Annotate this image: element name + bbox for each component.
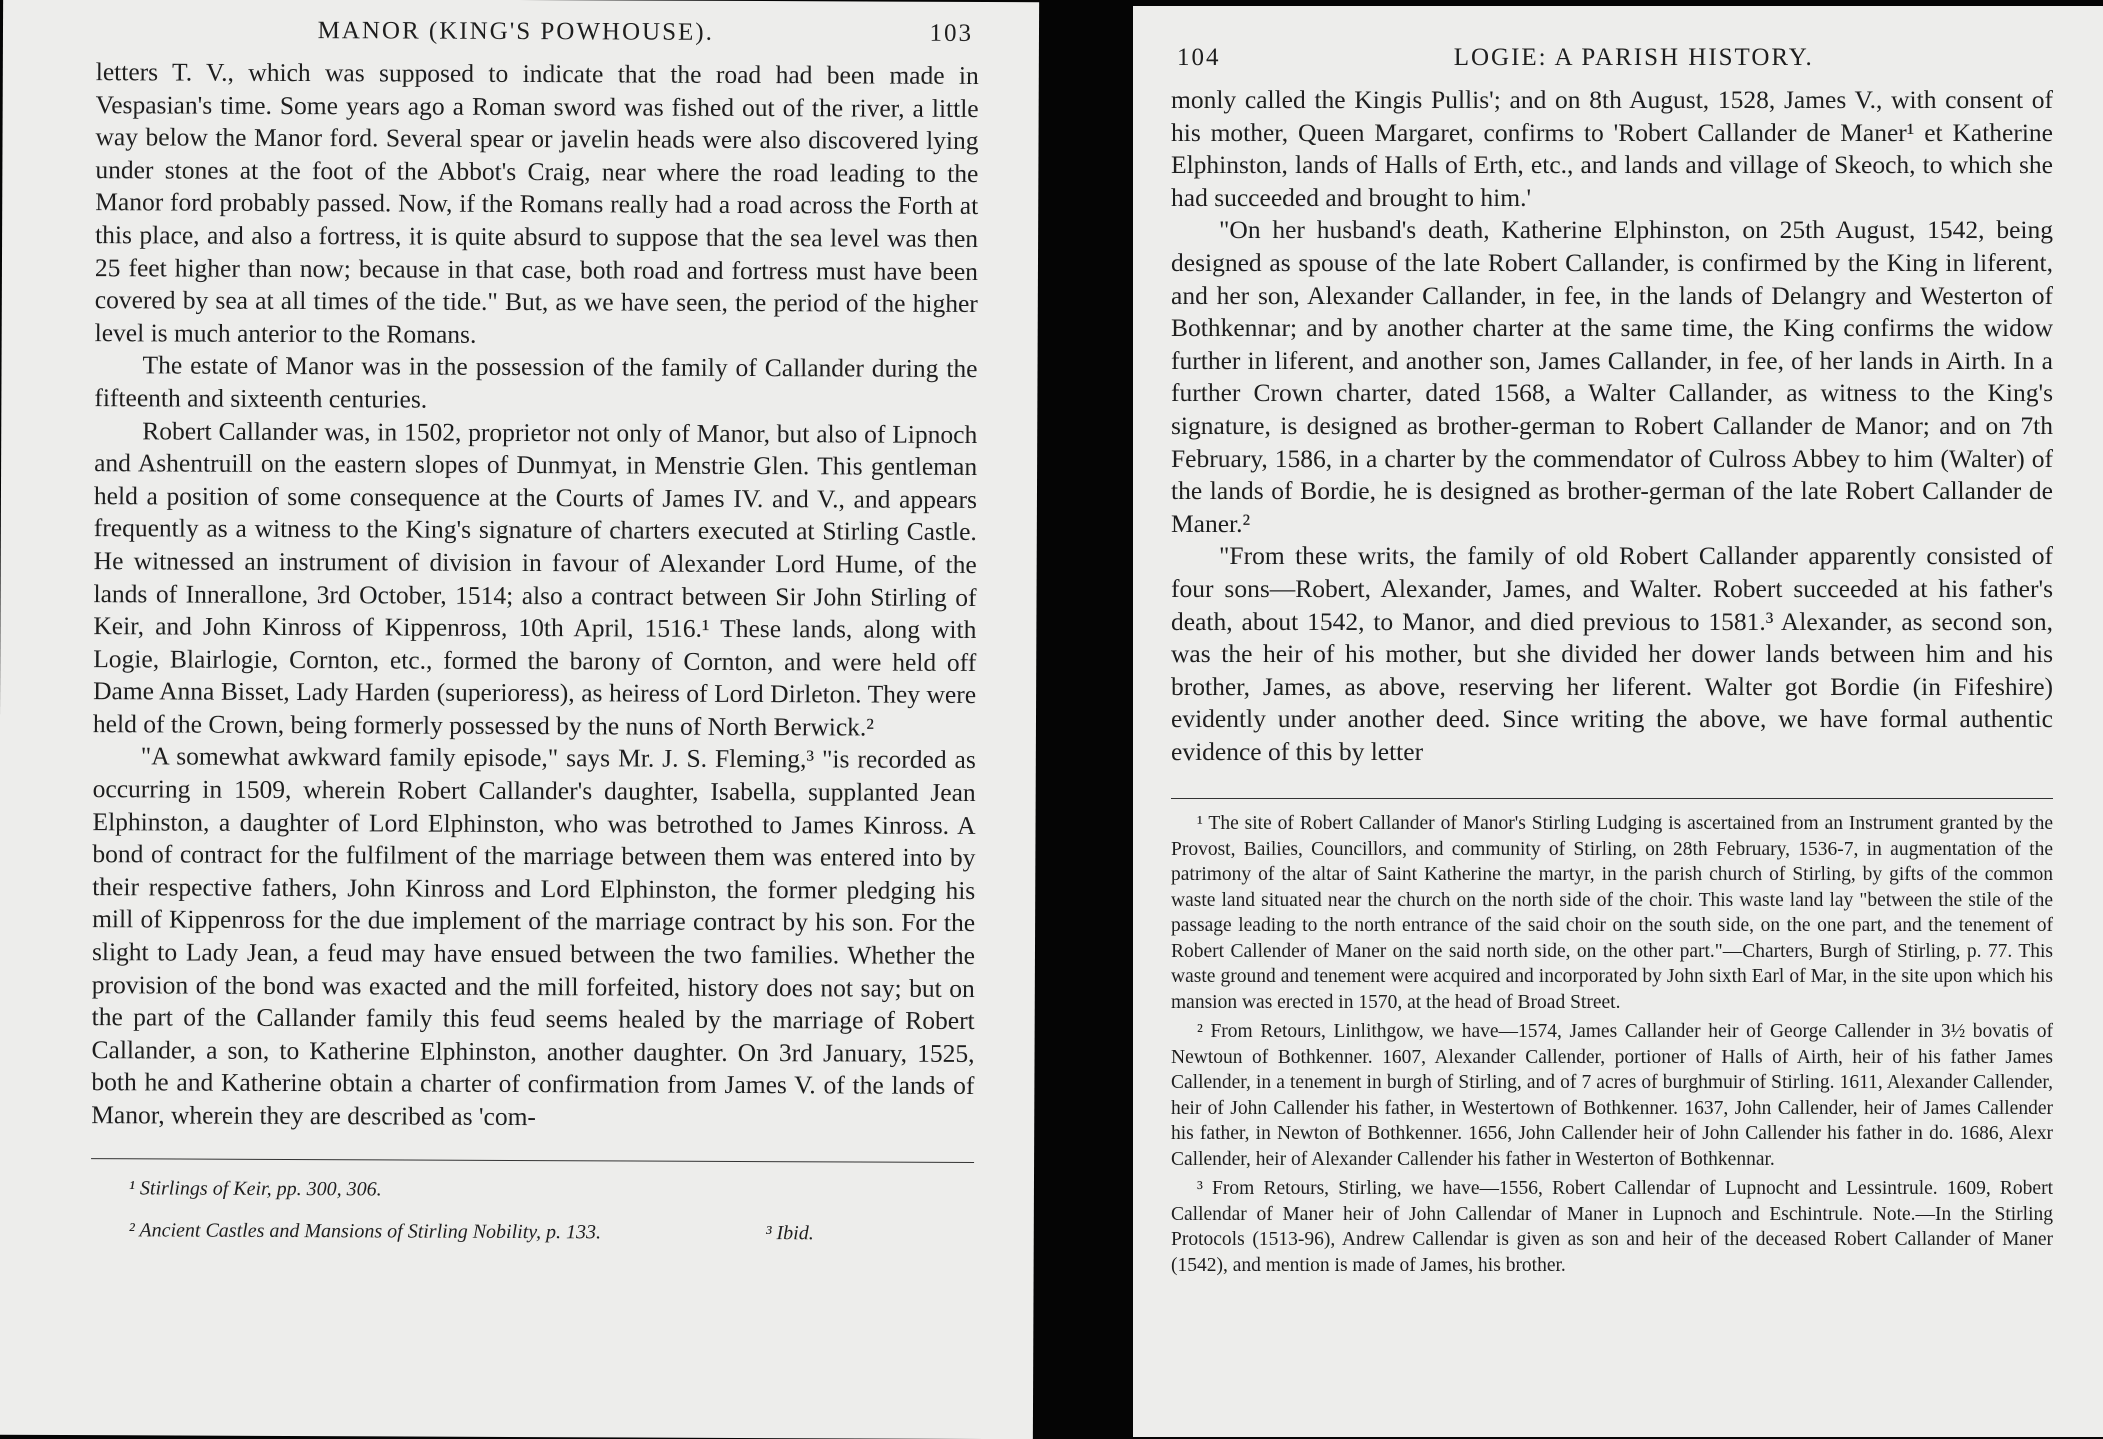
footnote: ³ From Retours, Stirling, we have—1556, Robert Callendar of Lupnocht and Lessintrule. 1609, Robert Callendar of Maner heir of John Callendar of Maner in Lupnoch and Eschintrule. Note.—In the Stirling Protocols (1513-96), Andrew Callendar is given as son and heir of the deceased Robert Callander of Maner (1542), and mention is made of James, his brother. [1171, 1178, 2053, 1276]
footnote-divider [1171, 798, 2053, 799]
footnote: ³ Ibid. [765, 1221, 814, 1244]
page-number: 104 [1177, 44, 1221, 71]
running-head-title: LOGIE: A PARISH HISTORY. [1453, 44, 1814, 71]
running-head [1171, 44, 2053, 72]
paragraph: "On her husband's death, Katherine Elphinston, on 25th August, 1542, being designed as spouse of the late Robert Callander, is confirmed by the King in liferent, and her son, Alexander Callander, in fee, in the lands of Delangry and Westerton of Bothkennar; and by another charter at the same time, the King confirms the widow further in liferent, and another son, James Callander, in fee, of her lands in Airth. In a further Crown charter, dated 1568, a Walter Callander, as witness to the King's signature, is designed as brother-german to Robert Callander de Manor; and on 7th February, 1586, in a charter by the commendator of Culross Abbey to him (Walter) of the lands of Bordie, he is designed as brother-german of the late Robert Callander de Maner.² [1171, 215, 2053, 538]
body-text [91, 56, 979, 1135]
footnotes [91, 1169, 974, 1257]
footnote: ² From Retours, Linlithgow, we have—1574, James Callander heir of George Callender in 3½ bovatis of Newtoun of Bothkenner. 1607, Alexander Callender, portioner of Halls of Airth, heir of his father James Callender, in a tenement in burgh of Stirling, and of 7 acres of burghmuir of Stirling. 1611, Alexander Callender, heir of John Callender his father, in Westertown of Bothkenner. 1637, John Callender, heir of James Callender his father, in Newton of Bothkenner. 1656, John Callender heir of John Callender his father in do. 1686, Alexr Callender, heir of Alexander Callender his father in Westerton of Bothkennar. [1171, 1021, 2053, 1170]
footnote: ² Ancient Castles and Mansions of Stirling Nobility, p. 133. [128, 1218, 602, 1243]
paragraph: "A somewhat awkward family episode," says Mr. J. S. Fleming,³ "is recorded as occurring in 1509, wherein Robert Callander's daughter, Isabella, supplanted Jean Elphinston, a daughter of Lord Elphinston, who was betrothed to James Kinross. A bond of contract for the fulfilment of the marriage between them was entered into by their respective fathers, John Kinross and Lord Elphinston, the former pledging his mill of Kippenross for the due implement of the marriage contract by his son. For the slight to Lady Jean, a feud may have ensued between the two families. Whether the provision of the bond was exacted and the mill forfeited, history does not say; but on the part of the Callander family this feud seems healed by the marriage of Robert Callander, a son, to Katherine Elphinston, another daughter. On 3rd January, 1525, both he and Katherine obtain a charter of confirmation from James V. of the lands of Manor, wherein they are described as 'com- [91, 741, 976, 1132]
footnote: ¹ The site of Robert Callander of Manor's Stirling Ludging is ascertained from an Instrument granted by the Provost, Bailies, Councillors, and community of Stirling, on 28th February, 1536-7, in augmentation of the patrimony of the altar of Saint Katherine the martyr, in the parish church of Stirling, by gifts of the common waste land situated near the church on the north side of the choir. This waste land lay "between the stile of the passage leading to the north entrance of the said choir on the south side, on the one part, and the tenement of Robert Callender of Maner on the said north side, on the other part."—Charters, Burgh of Stirling, p. 77. This waste ground and tenement were acquired and incorporated by John sixth Earl of Mar, in the site upon which his mansion was erected in 1570, at the head of Broad Street. [1171, 813, 2053, 1013]
paragraph: monly called the Kingis Pullis'; and on 8th August, 1528, James V., with consent of his mother, Queen Margaret, confirms to 'Robert Callander de Maner¹ et Katherine Elphinston, lands of Halls of Erth, etc., and lands and village of Skeoch, to which she had succeeded and brought to him.' [1171, 85, 2053, 212]
running-head-title: MANOR (KING'S POWHOUSE). [317, 17, 714, 46]
footnote-divider [91, 1158, 974, 1163]
left-page [0, 0, 1039, 1439]
paragraph: "From these writs, the family of old Robert Callander apparently consisted of four sons—Robert, Alexander, James, and Walter. Robert succeeded at his father's death, about 1542, to Manor, and died previous to 1581.³ Alexander, as second son, was the heir of his mother, but she divided her dower lands between him and his brother, James, as above, reserving her liferent. Walter got Bordie (in Fifeshire) evidently under another deed. Since writing the above, we have formal authentic evidence of this by letter [1171, 541, 2053, 766]
footnote: ¹ Stirlings of Keir, pp. 300, 306. [128, 1176, 382, 1201]
paragraph: The estate of Manor was in the possession of the family of Callander during the fifteenth and sixteenth centuries. [94, 350, 978, 414]
footnotes [1171, 811, 2053, 1278]
page-number: 103 [929, 19, 974, 47]
paragraph: Robert Callander was, in 1502, proprietor not only of Manor, but also of Lipnoch and Ashentruill on the eastern slopes of Dunmyat, in Menstrie Glen. This gentleman held a position of some consequence at the Courts of James IV. and V., and appears frequently as a witness to the King's signature of charters executed at Stirling Castle. He witnessed an instrument of division in favour of Alexander Lord Hume, of the lands of Innerallone, 3rd October, 1514; also a contract between Sir John Stirling of Keir, and John Kinross of Kippenross, 10th April, 1516.¹ These lands, along with Logie, Blairlogie, Cornton, etc., formed the barony of Cornton, and were held off Dame Anna Bisset, Lady Harden (superioress), as heiress of Lord Dirleton. They were held of the Crown, being formerly possessed by the nuns of North Berwick.² [92, 415, 978, 742]
body-text [1171, 84, 2053, 768]
paragraph: letters T. V., which was supposed to indicate that the road had been made in Vespasian's time. Some years ago a Roman sword was fished out of the river, a little way below the Manor ford. Several spear or javelin heads were also discovered lying under stones at the foot of the Abbot's Craig, near where the road leading to the Manor ford probably passed. Now, if the Romans really had a road across the Forth at this place, and also a fortress, it is quite absurd to suppose that the sea level was then 25 feet higher than now; because in that case, both road and fortress must have been covered by sea at all times of the tide." But, as we have seen, the period of the higher level is much anterior to the Romans. [94, 57, 979, 349]
right-page [1133, 6, 2103, 1437]
running-head [96, 16, 979, 48]
